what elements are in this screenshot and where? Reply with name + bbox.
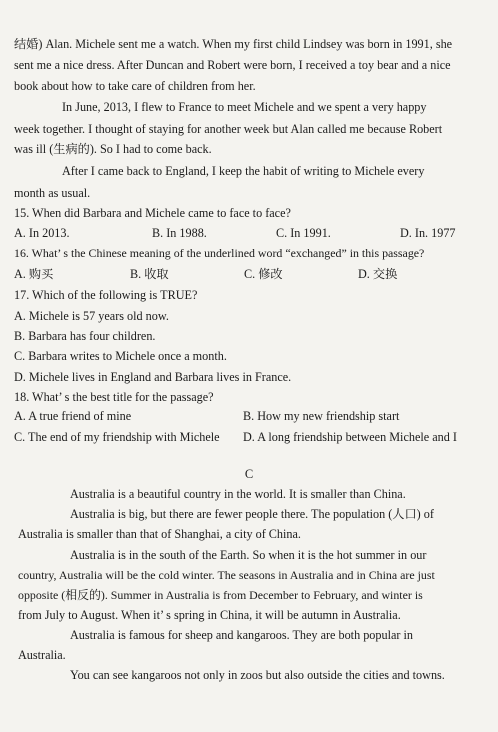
passage-line: 结婚) Alan. Michele sent me a watch. When my first child Lindsey was born in 1991, she (14, 37, 453, 51)
passage-line: Australia is famous for sheep and kangaroos. They are both popular in (70, 628, 413, 642)
q18-option-a[interactable]: A. A true friend of mine (14, 409, 132, 423)
q18-option-b[interactable]: B. How my new friendship start (243, 409, 400, 423)
question-16-stem: 16. What’ s the Chinese meaning of the underlined word “exchanged” in this passage? (14, 246, 425, 260)
passage-line: Australia is a beautiful country in the world. It is smaller than China. (70, 487, 406, 501)
section-heading: C (244, 467, 254, 481)
passage-line: Australia is in the south of the Earth. So when it is the hot summer in our (70, 548, 427, 562)
passage-line: After I came back to England, I keep the habit of writing to Michele every (62, 164, 425, 178)
q15-option-a[interactable]: A. In 2013. (14, 226, 70, 240)
passage-line: from July to August. When it’ s spring in China, it will be autumn in Australia. (18, 608, 401, 622)
q17-option-b[interactable]: B. Barbara has four children. (14, 329, 156, 343)
question-18-stem: 18. What’ s the best title for the passage? (14, 390, 214, 404)
q15-option-d[interactable]: D. In. 1977 (400, 226, 456, 240)
q18-option-d[interactable]: D. A long friendship between Michele and I (243, 430, 457, 444)
q16-option-a[interactable]: A. 购买 (14, 267, 54, 281)
passage-line: month as usual. (14, 186, 91, 200)
question-15-stem: 15. When did Barbara and Michele came to face to face? (14, 206, 291, 220)
q16-option-c[interactable]: C. 修改 (244, 267, 283, 281)
passage-line: Australia is big, but there are fewer people there. The population (人口) of (70, 507, 434, 521)
passage-line: In June, 2013, I flew to France to meet Michele and we spent a very happy (62, 100, 427, 114)
q15-option-c[interactable]: C. In 1991. (276, 226, 331, 240)
passage-line: sent me a nice dress. After Duncan and Robert were born, I received a toy bear and a nice (14, 58, 451, 72)
q17-option-a[interactable]: A. Michele is 57 years old now. (14, 309, 169, 323)
q16-option-d[interactable]: D. 交换 (358, 267, 398, 281)
q18-option-c[interactable]: C. The end of my friendship with Michele (14, 430, 220, 444)
q15-option-b[interactable]: B. In 1988. (152, 226, 207, 240)
q17-option-d[interactable]: D. Michele lives in England and Barbara lives in France. (14, 370, 292, 384)
passage-line: Australia. (18, 648, 66, 662)
passage-line: was ill (生病的). So I had to come back. (14, 142, 212, 156)
passage-line: You can see kangaroos not only in zoos but also outside the cities and towns. (70, 668, 445, 682)
passage-line: opposite (相反的). Summer in Australia is from December to February, and winter is (18, 588, 423, 602)
passage-line: week together. I thought of staying for another week but Alan called me because Robert (14, 122, 443, 136)
passage-line: book about how to take care of children from her. (14, 79, 256, 93)
passage-line: country, Australia will be the cold winter. The seasons in Australia and in China are just (18, 568, 435, 582)
q17-option-c[interactable]: C. Barbara writes to Michele once a month. (14, 349, 227, 363)
passage-line: Australia is smaller than that of Shanghai, a city of China. (18, 527, 301, 541)
question-17-stem: 17. Which of the following is TRUE? (14, 288, 198, 302)
q16-option-b[interactable]: B. 收取 (130, 267, 169, 281)
